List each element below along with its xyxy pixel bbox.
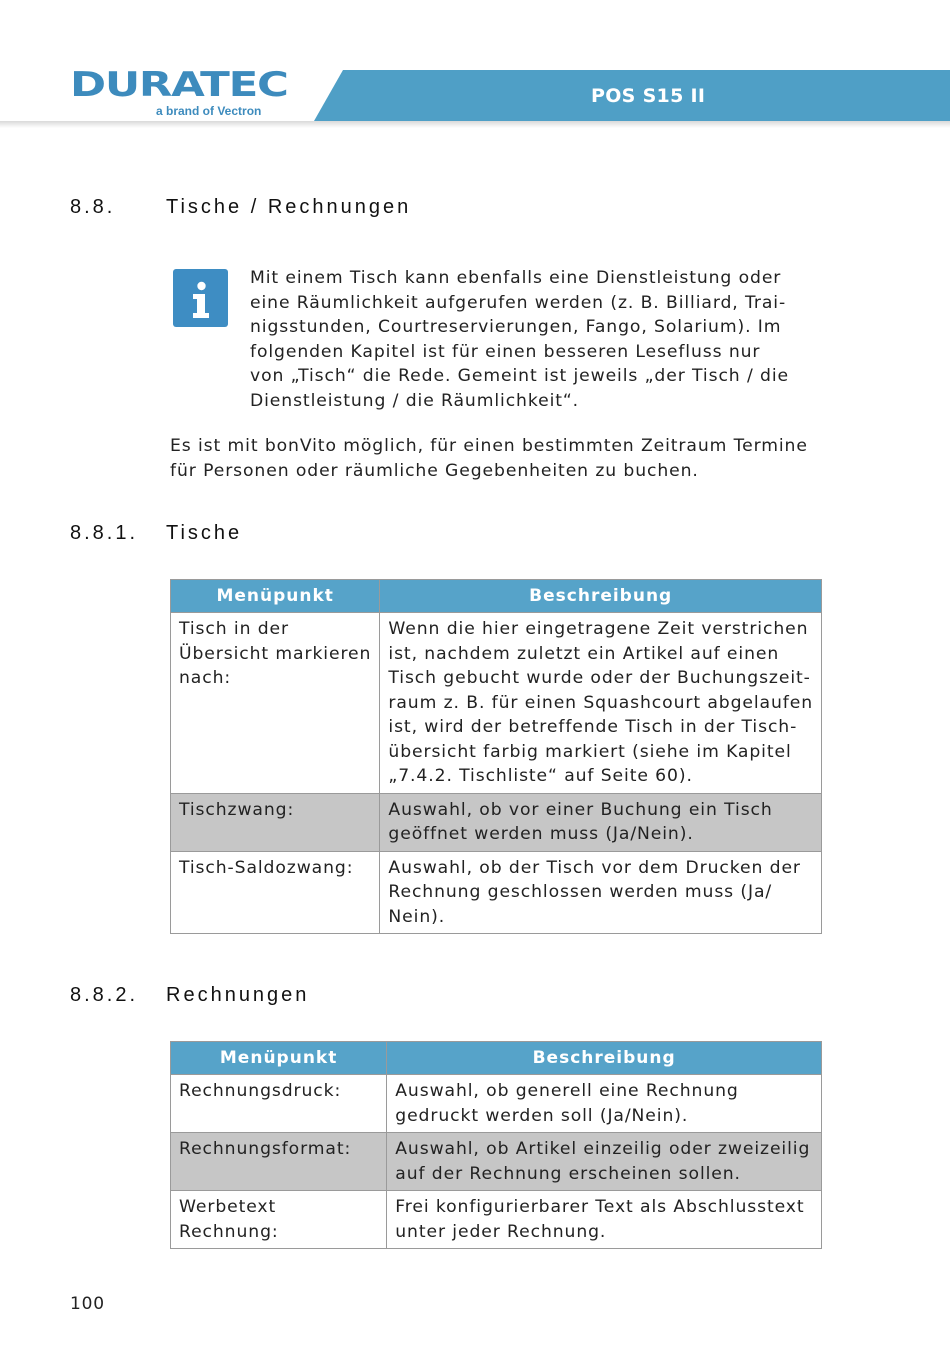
info-line: Dienstleistung / die Räumlichkeit“. bbox=[250, 390, 580, 411]
page-header bbox=[0, 0, 950, 130]
info-icon bbox=[173, 269, 228, 327]
subsection-title: Tische bbox=[166, 522, 243, 544]
menu-cell bbox=[171, 1075, 387, 1133]
duratec-logo bbox=[70, 65, 296, 120]
info-line: von „Tisch“ die Rede. Gemeint ist jeweils „der Tisch / die bbox=[250, 366, 789, 386]
subsection-number: 8.8.1. bbox=[70, 522, 139, 544]
menu-cell bbox=[171, 851, 380, 934]
description-cell bbox=[380, 613, 822, 794]
column-header-menu: Menüpunkt bbox=[171, 1042, 387, 1075]
info-line: nigsstunden, Courtreservierungen, Fango, Solarium). Im bbox=[250, 317, 782, 337]
table-header-row bbox=[171, 1042, 822, 1075]
cell-line: raum z. B. für einen Squashcourt abgelaufen bbox=[388, 692, 813, 713]
menu-cell bbox=[171, 793, 380, 851]
table-row bbox=[171, 1191, 822, 1249]
section-heading bbox=[70, 196, 411, 219]
cell-line: „7.4.2. Tischliste“ auf Seite 60). bbox=[388, 766, 693, 786]
cell-line: Auswahl, ob vor einer Buchung ein Tisch bbox=[388, 799, 773, 820]
subsection-heading-tables bbox=[70, 522, 242, 545]
cell-line: gedruckt werden soll (Ja/Nein). bbox=[395, 1105, 689, 1126]
paragraph-line: Es ist mit bonVito möglich, für einen bestimmten Zeitraum Termine bbox=[170, 436, 808, 456]
tables-settings-table bbox=[170, 579, 822, 934]
header-shadow bbox=[0, 121, 950, 128]
cell-line: Tisch gebucht wurde oder der Buchungszeit- bbox=[388, 668, 811, 688]
description-cell bbox=[380, 851, 822, 934]
menu-cell bbox=[171, 613, 380, 794]
intro-paragraph bbox=[170, 434, 830, 483]
cell-line: Auswahl, ob Artikel einzeilig oder zweizeilig bbox=[395, 1139, 811, 1159]
cell-line: auf der Rechnung erscheinen sollen. bbox=[395, 1163, 741, 1184]
column-header-description: Beschreibung bbox=[387, 1042, 822, 1075]
cell-line: Übersicht markieren bbox=[179, 643, 372, 664]
menu-cell bbox=[171, 1191, 387, 1249]
section-number: 8.8. bbox=[70, 196, 116, 218]
logo-wordmark: DURATEC bbox=[70, 65, 288, 105]
info-line: eine Räumlichkeit aufgerufen werden (z. B. Billiard, Trai- bbox=[250, 292, 787, 313]
table-row bbox=[171, 613, 822, 794]
cell-line: Nein). bbox=[388, 906, 446, 927]
cell-line: Rechnungsformat: bbox=[179, 1139, 352, 1159]
cell-line: Rechnung geschlossen werden muss (Ja/ bbox=[388, 882, 773, 902]
cell-line: Tisch in der bbox=[179, 619, 289, 639]
cell-line: unter jeder Rechnung. bbox=[395, 1221, 607, 1242]
logo-tagline: a brand of Vectron bbox=[156, 104, 262, 118]
cell-line: Wenn die hier eingetragene Zeit verstrichen bbox=[388, 619, 809, 639]
info-line: Mit einem Tisch kann ebenfalls eine Dienstleistung oder bbox=[250, 268, 782, 288]
cell-line: Tisch-Saldozwang: bbox=[179, 857, 354, 878]
column-header-description: Beschreibung bbox=[380, 580, 822, 613]
cell-line: übersicht farbig markiert (siehe im Kapitel bbox=[388, 741, 792, 762]
cell-line: Werbetext bbox=[179, 1197, 277, 1217]
invoice-settings-table bbox=[170, 1041, 822, 1249]
description-cell bbox=[387, 1191, 822, 1249]
table-header-row bbox=[171, 580, 822, 613]
section-title: Tische / Rechnungen bbox=[166, 196, 412, 218]
cell-line: Rechnungsdruck: bbox=[179, 1081, 342, 1101]
page-number: 100 bbox=[70, 1294, 105, 1314]
info-note bbox=[250, 266, 810, 413]
product-name: POS S15 II bbox=[591, 85, 706, 107]
cell-line: Rechnung: bbox=[179, 1221, 279, 1242]
info-line: folgenden Kapitel ist für einen besseren Lesefluss nur bbox=[250, 341, 761, 362]
subsection-title: Rechnungen bbox=[166, 984, 310, 1006]
cell-line: Auswahl, ob der Tisch vor dem Drucken der bbox=[388, 857, 801, 878]
column-header-menu: Menüpunkt bbox=[171, 580, 380, 613]
description-cell bbox=[387, 1133, 822, 1191]
table-row bbox=[171, 1133, 822, 1191]
cell-line: Tischzwang: bbox=[179, 799, 295, 820]
paragraph-line: für Personen oder räumliche Gegebenheiten zu buchen. bbox=[170, 460, 699, 481]
menu-cell bbox=[171, 1133, 387, 1191]
table-row bbox=[171, 1075, 822, 1133]
cell-line: Auswahl, ob generell eine Rechnung bbox=[395, 1081, 739, 1101]
cell-line: ist, wird der betreffende Tisch in der Tisch- bbox=[388, 717, 798, 737]
cell-line: Frei konfigurierbarer Text als Abschlusstext bbox=[395, 1197, 805, 1217]
subsection-number: 8.8.2. bbox=[70, 984, 139, 1006]
table-row bbox=[171, 851, 822, 934]
table-row bbox=[171, 793, 822, 851]
description-cell bbox=[387, 1075, 822, 1133]
description-cell bbox=[380, 793, 822, 851]
subsection-heading-invoices bbox=[70, 984, 309, 1007]
cell-line: ist, nachdem zuletzt ein Artikel auf einen bbox=[388, 643, 780, 664]
cell-line: geöffnet werden muss (Ja/Nein). bbox=[388, 824, 694, 844]
cell-line: nach: bbox=[179, 668, 232, 688]
